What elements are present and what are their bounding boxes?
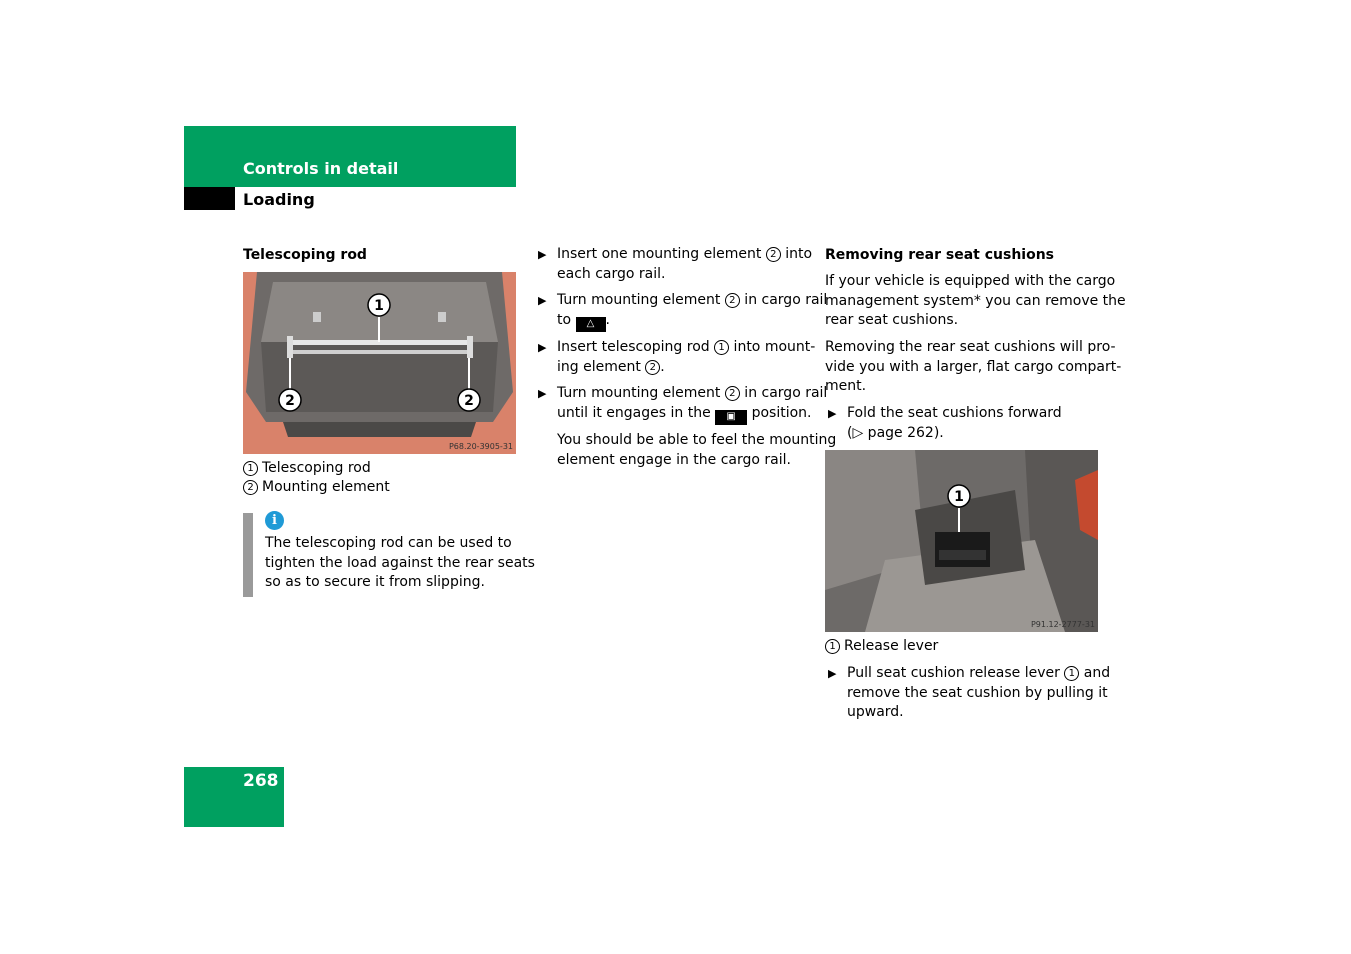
step-turn-mounting: ▶ Turn mounting element 2 in cargo rail to △ . xyxy=(557,291,827,332)
section-marker xyxy=(184,187,235,210)
cargo-space-paragraph: Removing the rear seat cushions will pro- vide you with a larger, flat cargo compart- ment. xyxy=(825,339,1122,394)
chapter-title: Controls in detail xyxy=(243,159,399,178)
cargo-system-paragraph: If your vehicle is equipped with the cargo management system* you can remove the rear seat cushions. xyxy=(825,273,1126,328)
seat-release-lever-image xyxy=(825,450,1098,632)
remove-cushions-heading: Removing rear seat cushions xyxy=(825,247,1055,263)
trunk-telescoping-rod-image xyxy=(243,272,516,454)
step-turn-engage: ▶ Turn mounting element 2 in cargo rail until it engages in the ▣ position. xyxy=(557,384,827,425)
image-callout-2a: 2 xyxy=(285,393,295,409)
image2-code: P91.12-2777-31 xyxy=(1030,620,1095,629)
engage-note: You should be able to feel the mounting element engage in the cargo rail. xyxy=(557,432,837,468)
section-title: Loading xyxy=(243,190,315,209)
step-fold-cushions: ▶ Fold the seat cushions forward (▷ page 262). xyxy=(828,405,1062,441)
info-bar xyxy=(243,513,253,597)
page-number: 268 xyxy=(243,771,279,791)
image-code: P68.20-3905-31 xyxy=(448,442,513,451)
info-icon: i xyxy=(265,511,284,530)
lock-position-icon: ▣ xyxy=(715,410,747,425)
step-pull-lever: ▶ Pull seat cushion release lever 1 and remove the seat cushion by pulling it upward. xyxy=(828,665,1111,720)
legend-release-lever: 1 Release lever xyxy=(825,637,938,657)
image-callout-1: 1 xyxy=(374,298,384,314)
image2-callout-1: 1 xyxy=(954,489,964,505)
info-text: The telescoping rod can be used to tighten the load against the rear seats so as to secure it from slipping. xyxy=(265,535,535,590)
legend-item-2: 2 Mounting element xyxy=(243,478,390,498)
legend-item-1: 1 Telescoping rod xyxy=(243,459,371,479)
image-callout-2b: 2 xyxy=(464,393,474,409)
step-insert-mounting: ▶ Insert one mounting element 2 into each cargo rail. xyxy=(538,246,813,282)
unlock-position-icon: △ xyxy=(576,317,606,332)
telescoping-rod-heading: Telescoping rod xyxy=(243,247,367,263)
step-insert-rod: ▶ Insert telescoping rod 1 into mount- ing element 2 . xyxy=(538,339,816,375)
